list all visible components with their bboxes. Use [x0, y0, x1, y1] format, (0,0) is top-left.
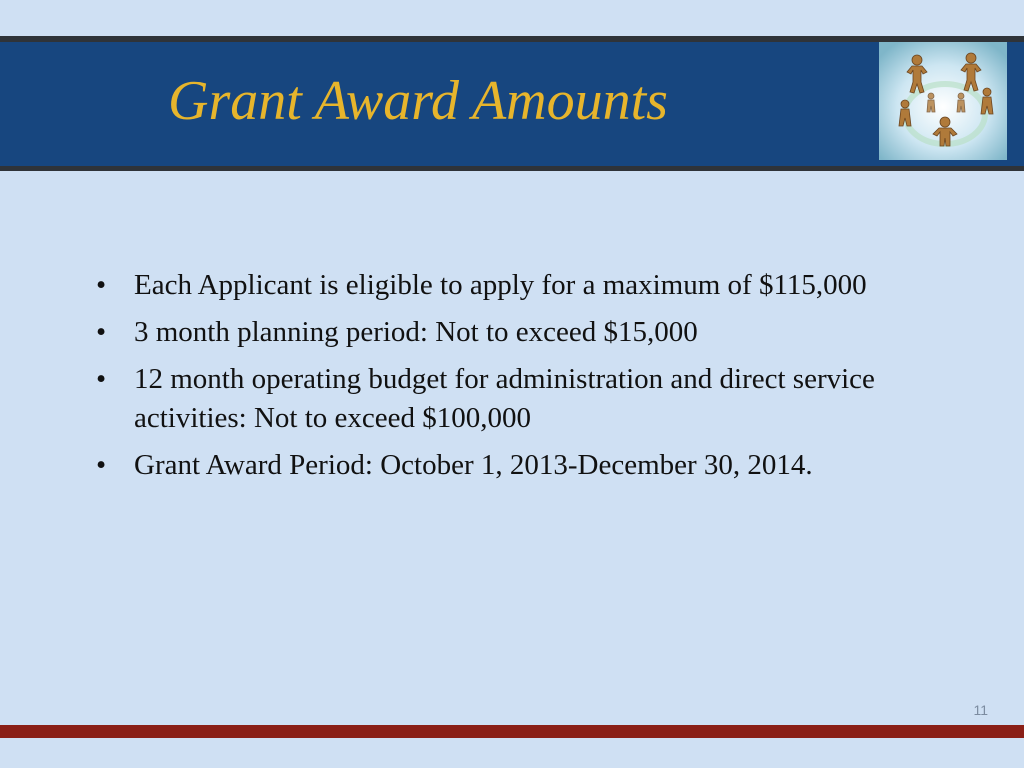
bullet-item: [96, 446, 936, 485]
bullet-marker: •: [96, 269, 107, 301]
header-bottom-rule: [0, 166, 1024, 171]
bullet-text: 12 month operating budget for administration and direct service activities: Not to exceed $100,000: [134, 363, 875, 434]
bullet-text: Each Applicant is eligible to apply for a maximum of $115,000: [134, 269, 867, 301]
slide-page-number: 11: [973, 702, 988, 718]
bullet-list: [96, 266, 936, 493]
bullet-marker: •: [96, 316, 107, 348]
bullet-item: [96, 313, 936, 352]
bullet-marker: •: [96, 363, 107, 395]
bullet-text: 3 month planning period: Not to exceed $15,000: [134, 316, 698, 348]
bullet-item: [96, 360, 936, 438]
paper-people-chain-circle-icon: [879, 42, 1007, 160]
bullet-marker: •: [96, 449, 107, 481]
footer-rule: [0, 725, 1024, 738]
bullet-item: [96, 266, 936, 305]
bullet-text: Grant Award Period: October 1, 2013-December 30, 2014.: [134, 449, 813, 481]
slide-title: Grant Award Amounts: [168, 70, 668, 132]
